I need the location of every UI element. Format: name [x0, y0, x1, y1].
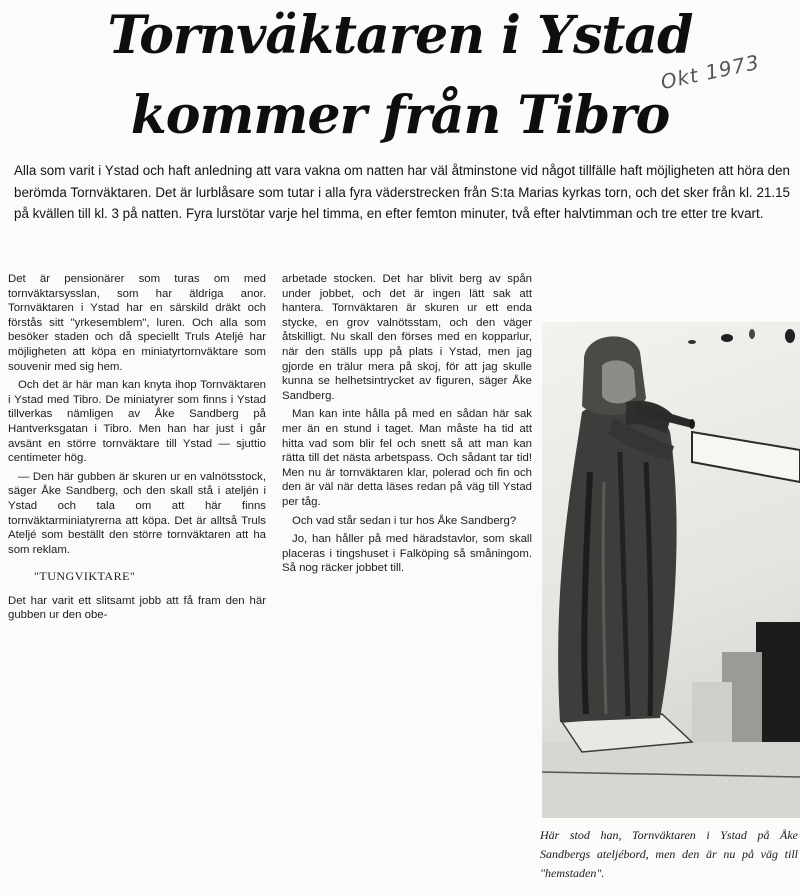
tower-watchman-photo [542, 322, 800, 818]
column2-paragraph-2: Man kan inte hålla på med en sådan här sak mer än en stund i taget. Man måste ha tid att hitta vad som blir fel och snett så att man kan rätta till det nästa arbetspass. Och sådant tar tid! Men nu är tornväktaren klar, polerad och fin och den är väl när detta läses redan på väg till Ystad per tåg. [282, 408, 532, 508]
article-column-1 [8, 272, 266, 627]
column2-paragraph-3: Och vad står sedan i tur hos Åke Sandberg? [292, 514, 517, 527]
column1-paragraph-4: Det har varit ett slitsamt jobb att få fram den här gubben ur den obe- [8, 594, 266, 622]
column2-paragraph-1: arbetade stocken. Det har blivit berg av spån under jobbet, och det är ingen lätt sak att hantera. Tornväktaren är skuren ur ett enda stycke, en grov valnötsstam, och den väger åtskilligt. Nu skall den förses med en kopparlur, när den ställs upp på plats i Ystad, men jag gjorde en trälur mera på skoj, för att jag skulle kunna se helhetsintrycket av figuren, säger Åke Sandberg. [282, 273, 532, 402]
headline-line-1: Tornväktaren i Ystad [107, 5, 693, 66]
handwritten-date: Okt 1973 [658, 49, 762, 95]
headline-line-2: kommer från Tibro [130, 85, 670, 146]
column1-paragraph-3: — Den här gubben är skuren ur en valnötsstock, säger Åke Sandberg, och den skall stå i ateljén i Ystad och tala om att här finns tornväktarminiatyrerna att köpa. Det är alltså Truls Ateljé som beställt den större tornväktaren att ha som reklam. [8, 470, 266, 556]
tower-watchman-figure [542, 322, 800, 818]
lead-paragraph: Alla som varit i Ystad och haft anledning att vara vakna om natten har väl åtminstone vid något tillfälle haft möjligheten att höra den berömda Tornväktaren. Det är lurblåsare som tutar i alla fyra väderstrecken från S:ta Marias kyrkas torn, och det sker från kl. 21.15 på kvällen till kl. 3 på natten. Fyra lurstötar varje hel timma, en efter femton minuter, två efter halvtimman och tre etter tre kvart. [14, 163, 790, 221]
photo-caption: Här stod han, Tornväktaren i Ystad på Åke Sandbergs ateljébord, men den är nu på väg till "hemstaden". [540, 828, 798, 880]
column2-paragraph-4: Jo, han håller på med häradstavlor, som skall placeras i tingshuset i Falköping så småningom. Så nog räcker jobbet till. [282, 533, 532, 575]
column1-paragraph-2: Och det är här man kan knyta ihop Tornväktaren i Ystad med Tibro. De miniatyrer som finns i Ystad tillverkas nämligen av Åke Sandberg på Hantverksgatan i Tibro. Men han har just i går avsänt en större tornväktare till Ystad — sjuttio centimeter hög. [8, 379, 266, 465]
article-column-2 [282, 272, 532, 580]
subheading: "TUNGVIKTARE" [34, 569, 136, 584]
column1-paragraph-1: Det är pensionärer som turas om med tornväktarsysslan, som har äldriga anor. Tornväktaren i Ystad har en särskild dräkt och förstås sitt "yrkesemblem", luren. Och alla som besöker staden och då speciellt Truls Ateljé har möjligheten att köpa en miniatyrtornväktare som souvenir med sig hem. [8, 273, 266, 373]
